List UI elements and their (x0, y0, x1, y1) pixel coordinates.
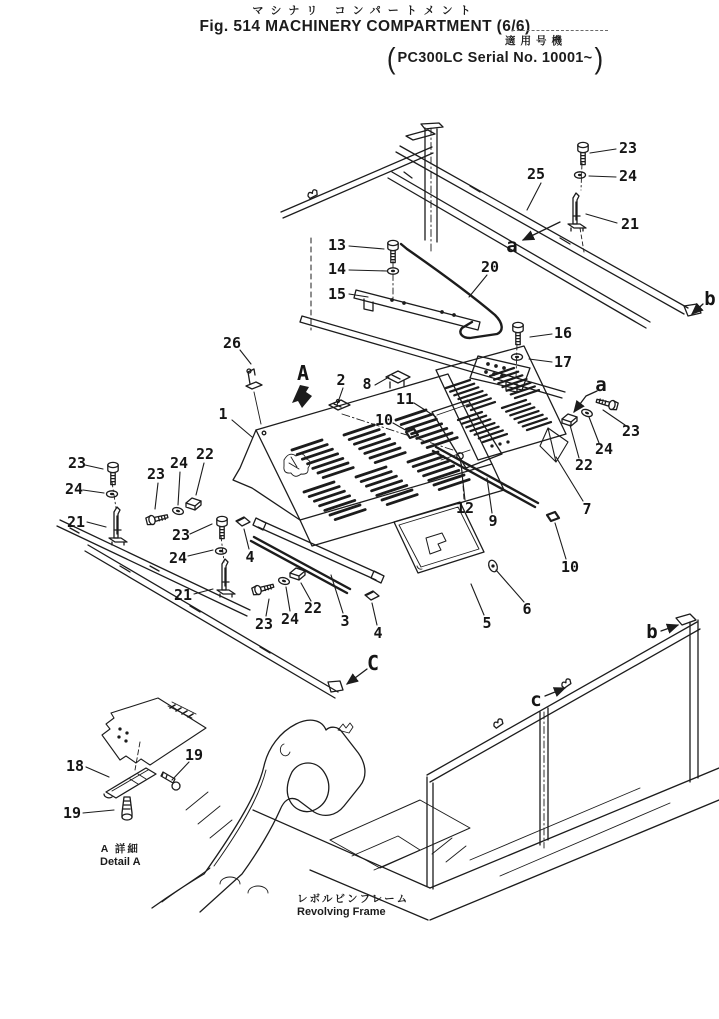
rail-25 (396, 146, 701, 316)
bolt-23-L2 (146, 512, 169, 526)
callout-22: 22 (195, 445, 215, 463)
main-louvered-panel-1 (233, 374, 504, 546)
washer-24-top (575, 172, 586, 178)
grommet-10b (547, 512, 559, 521)
rail-left-long (85, 545, 343, 698)
callout-23: 23 (171, 526, 191, 544)
callout-10: 10 (374, 411, 394, 429)
callout-24: 24 (618, 167, 638, 185)
callout-13: 13 (327, 236, 347, 254)
callout-18: 18 (65, 757, 85, 775)
washer-24-right (581, 408, 594, 418)
callout-1: 1 (218, 405, 228, 423)
applicable-machines-japanese: 適用号機 (505, 35, 567, 47)
callout-10: 10 (560, 558, 580, 576)
callout-4: 4 (373, 624, 383, 642)
callout-16: 16 (553, 324, 573, 342)
washer-24-L4 (278, 576, 290, 585)
callout-b: b (646, 621, 658, 643)
bolt-23-right (595, 396, 618, 410)
callout-21: 21 (173, 586, 193, 604)
callout-6: 6 (522, 600, 532, 618)
callout-23: 23 (254, 615, 274, 633)
bolt-axis-line (581, 163, 582, 190)
view-c-arrow-left (347, 669, 367, 684)
callout-4: 4 (245, 548, 255, 566)
detail-a-note (100, 843, 141, 870)
callout-17: 17 (553, 353, 573, 371)
serial-range: PC300LC Serial No. 10001~ (397, 50, 593, 66)
callout-25: 25 (526, 165, 546, 183)
bolt-13 (388, 240, 398, 262)
callout-24: 24 (64, 480, 84, 498)
callout-15: 15 (327, 285, 347, 303)
callout-23: 23 (146, 465, 166, 483)
rail-a (388, 172, 650, 328)
callout-21: 21 (66, 513, 86, 531)
callout-24: 24 (594, 440, 614, 458)
callout-21: 21 (620, 215, 640, 233)
callout-a: a (506, 235, 518, 257)
view-a-arrow-top (523, 222, 560, 240)
bolt-19b (122, 797, 132, 820)
callout-23: 23 (618, 139, 638, 157)
callout-12: 12 (455, 499, 475, 517)
callout-5: 5 (482, 614, 492, 632)
bracket-8 (386, 371, 410, 388)
revolving-frame (152, 614, 719, 920)
callout-a: a (595, 374, 607, 396)
detail-a-label: Detail A (100, 856, 141, 869)
callout-b: b (704, 288, 716, 310)
wing-bolt-26 (246, 369, 262, 424)
callout-3: 3 (340, 612, 350, 630)
callout-8: 8 (362, 375, 372, 393)
bracket-15 (354, 290, 480, 330)
callout-9: 9 (488, 512, 498, 530)
callout-A: A (296, 361, 310, 385)
callout-20: 20 (480, 258, 500, 276)
callout-22: 22 (574, 456, 594, 474)
latch-21-L1 (109, 507, 127, 545)
figure-title: Fig. 514 MACHINERY COMPARTMENT (6/6) (199, 18, 531, 35)
washer-24-L2 (172, 506, 184, 515)
callout-14: 14 (327, 260, 347, 278)
callout-19: 19 (62, 804, 82, 822)
pad-4a (236, 517, 250, 526)
bolt-23-L4 (251, 581, 274, 596)
latch-18 (104, 768, 156, 798)
clamp-22-L2 (186, 498, 201, 510)
boom-mount-arm (152, 720, 365, 912)
callout-7: 7 (582, 500, 592, 518)
callout-24: 24 (168, 549, 188, 567)
revolving-frame-label-japanese: レボルビンフレーム (297, 893, 410, 905)
callout-23: 23 (67, 454, 87, 472)
pad-4b (365, 591, 379, 600)
view-c-arrow-frame (545, 688, 565, 696)
washer-24-L3 (216, 548, 227, 554)
washer-24-L1 (107, 491, 118, 497)
callout-23: 23 (621, 422, 641, 440)
revolving-frame-note (297, 893, 409, 920)
callout-11: 11 (395, 390, 415, 408)
view-b-arrow-frame (661, 625, 678, 631)
clamp-22-right (562, 414, 577, 426)
view-A-fat-arrow (292, 385, 312, 408)
callout-19: 19 (184, 746, 204, 764)
bolt-23-top (578, 142, 588, 164)
callout-26: 26 (222, 334, 242, 352)
callout-2: 2 (336, 371, 346, 389)
latch-21-L3 (217, 559, 235, 597)
paren-open: ( (386, 40, 396, 76)
rail-left-upper (57, 520, 250, 616)
callout-24: 24 (280, 610, 300, 628)
callout-24: 24 (169, 454, 189, 472)
paren-close: ) (594, 40, 604, 76)
bolt-23-L1 (108, 462, 118, 484)
upper-frame-rails (281, 123, 443, 330)
revolving-frame-label: Revolving Frame (297, 906, 386, 919)
figure-title-japanese: マシナリ コンパートメント (252, 5, 478, 17)
callout-C: C (366, 651, 380, 675)
callout-22: 22 (303, 599, 323, 617)
latch-21-top (568, 193, 586, 252)
callout-c: c (530, 689, 542, 711)
bolt-16 (513, 322, 523, 344)
bolt-23-L3 (217, 516, 227, 538)
detail-a-label-japanese: A 詳細 (100, 843, 140, 855)
